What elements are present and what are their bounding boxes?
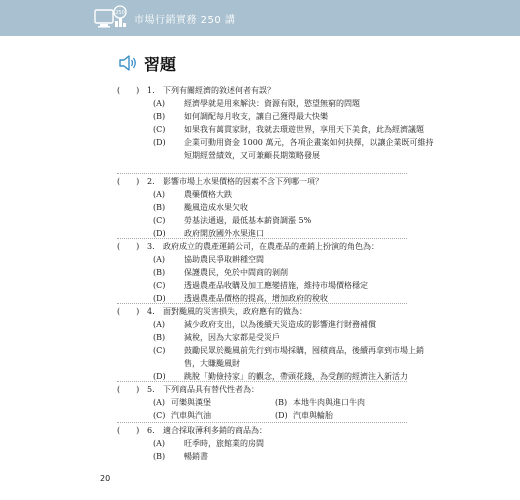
- option-c: [117, 344, 434, 370]
- svg-text:250: 250: [115, 10, 125, 16]
- option-letter: (D): [153, 372, 166, 381]
- question-text: 適合採取薄利多銷的商品為：: [163, 426, 267, 435]
- option-letter: (D): [153, 294, 166, 303]
- option-letter: (B): [153, 333, 166, 342]
- option-letter: (D): [153, 138, 166, 147]
- section-title: 習題: [144, 55, 177, 74]
- question-3: [117, 240, 434, 305]
- book-title: 市場行銷實務 250 講: [134, 15, 236, 26]
- option-text: 鼓勵民眾於颱風前先行到市場採購，囤積商品，後續再拿到市場上銷售，大賺颱風財: [184, 346, 424, 368]
- option-letter: (A): [153, 439, 166, 448]
- option-b: [117, 450, 434, 463]
- option-text: 如何調配每月收支，讓自己獲得最大快樂: [184, 112, 328, 121]
- question-number: 1.: [147, 86, 155, 95]
- option-text: 颱風造成水果欠收: [184, 203, 248, 212]
- option-letter: (A): [153, 255, 166, 264]
- option-letter: (C): [153, 346, 166, 355]
- question-divider: [117, 303, 407, 304]
- question-text: 政府成立的農產運銷公司，在農產品的產銷上扮演的角色為：: [163, 242, 379, 251]
- option-a: [117, 97, 434, 110]
- answer-blank: ( ): [117, 307, 140, 316]
- question-1: [117, 84, 434, 162]
- option-text: 保護農民，免於中間商的剝削: [184, 268, 288, 277]
- question-text: 下列有關經濟的敘述何者有誤？: [163, 86, 275, 95]
- option-text: 汽車與輪胎: [293, 411, 333, 420]
- question-number: 5.: [147, 385, 155, 394]
- question-divider: [117, 173, 407, 174]
- question-divider: [117, 238, 407, 239]
- option-letter: (B): [153, 268, 166, 277]
- option-a: [117, 437, 434, 450]
- option-c: [117, 279, 434, 292]
- answer-blank: ( ): [117, 177, 140, 186]
- question-text: 面對颱風的災害損失，政府應有的做為：: [163, 307, 307, 316]
- question-number: 6.: [147, 426, 155, 435]
- option-letter: (A): [153, 99, 166, 108]
- question-number: 3.: [147, 242, 155, 251]
- question-number: 2.: [147, 177, 155, 186]
- option-text: 透過農產品價格的提高，增加政府的稅收: [184, 294, 328, 303]
- option-c: [117, 214, 434, 227]
- answer-blank: ( ): [117, 385, 140, 394]
- option-text: 本地牛肉與進口牛肉: [293, 398, 365, 407]
- option-a: [117, 318, 434, 331]
- question-divider: [117, 422, 407, 423]
- question-6: [117, 424, 434, 463]
- option-letter: (C): [153, 125, 166, 134]
- option-text: 協助農民爭取耕種空間: [184, 255, 264, 264]
- answer-blank: ( ): [117, 426, 140, 435]
- option-text: 可樂與漢堡: [171, 398, 211, 407]
- option-text: 透過農產品收購及加工應變措施，維持市場價格穩定: [184, 281, 368, 290]
- option-letter: (B): [153, 112, 166, 121]
- speaker-icon: [118, 54, 138, 72]
- option-text: 如果我有萬貫家財，我就去環遊世界，享用天下美食，此為經濟議題: [184, 125, 424, 134]
- option-letter: (A): [153, 398, 166, 407]
- option-text: 經濟學就是用來解決：資源有限，慾望無窮的問題: [184, 99, 360, 108]
- question-text: 下列商品具有替代性者為：: [163, 385, 259, 394]
- option-letter: (A): [153, 190, 166, 199]
- option-letter: (B): [153, 452, 166, 461]
- page-number: 20: [100, 474, 111, 483]
- computer-logo-icon: [94, 4, 128, 32]
- option-letter: (B): [153, 203, 166, 212]
- answer-blank: ( ): [117, 86, 140, 95]
- option-text: 勞基法通過，最低基本薪資調漲 5%: [184, 216, 312, 225]
- option-a: [117, 253, 434, 266]
- answer-blank: ( ): [117, 242, 140, 251]
- option-text: 企業可動用資金 1000 萬元，各項企畫案如何抉擇，以讓企業既可維持短期經營績效，又可兼顧長期策略發展: [184, 138, 434, 160]
- question-text: 影響市場上水果價格的因素不含下列哪一項？: [163, 177, 323, 186]
- option-b: [117, 110, 434, 123]
- header-band: [0, 0, 520, 36]
- option-text: 減少政府支出，以為後續天災造成的影響進行財務補償: [184, 320, 376, 329]
- option-letter: (D): [153, 229, 166, 238]
- option-b: [117, 201, 434, 214]
- option-d: [117, 136, 434, 162]
- option-text: 農藥價格大跌: [184, 190, 232, 199]
- option-letter: (C): [153, 411, 166, 420]
- option-b: [117, 266, 434, 279]
- option-letter: (B): [275, 398, 288, 407]
- option-b: [117, 331, 434, 344]
- option-letter: (D): [275, 411, 288, 420]
- option-letter: (C): [153, 216, 166, 225]
- option-letter: (A): [153, 320, 166, 329]
- option-text: 政府開放國外水果進口: [184, 229, 264, 238]
- question-2: [117, 175, 434, 240]
- option-text: 跳脫「勤儉持家」的觀念，帶頭花錢，為受創的經濟注入新活力: [184, 372, 408, 381]
- question-4: [117, 305, 434, 383]
- option-text: 旺季時，旅館業的房間: [184, 439, 264, 448]
- option-letter: (C): [153, 281, 166, 290]
- question-divider: [117, 381, 407, 382]
- option-text: 減稅，因為大家都是受災戶: [184, 333, 280, 342]
- option-text: 汽車與汽油: [171, 411, 211, 420]
- option-c: [117, 123, 434, 136]
- question-number: 4.: [147, 307, 155, 316]
- option-a: [117, 188, 434, 201]
- option-text: 暢銷書: [184, 452, 208, 461]
